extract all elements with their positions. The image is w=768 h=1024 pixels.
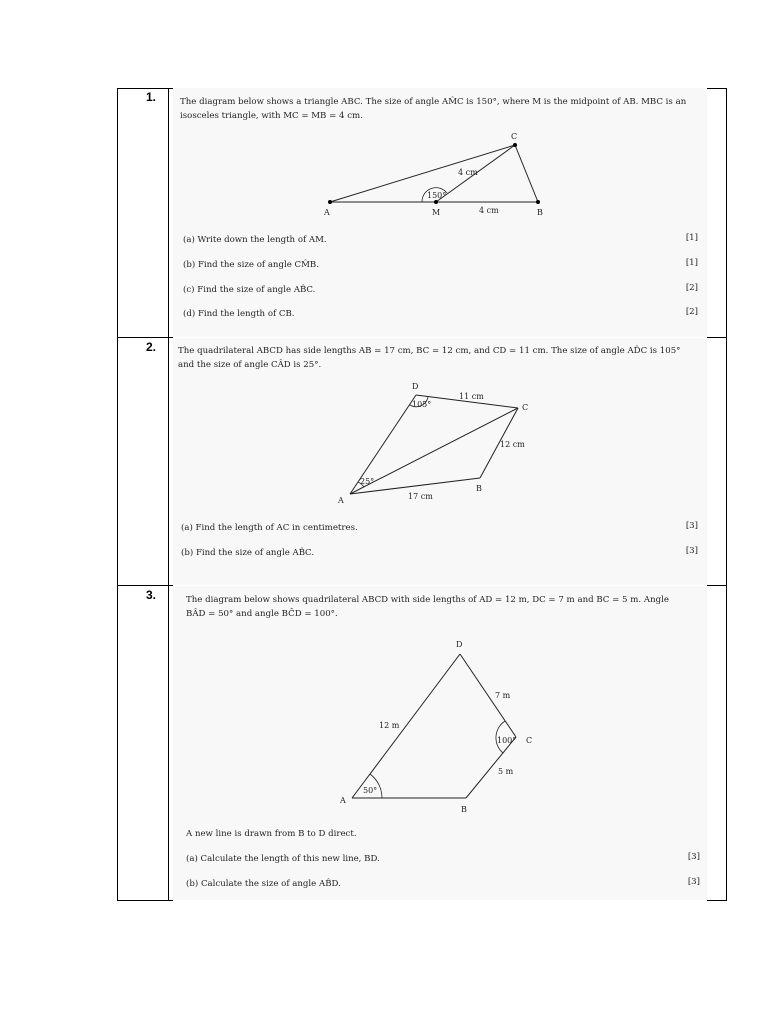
q3-label-b: B — [461, 805, 467, 814]
q2-label-angle-d: 105° — [412, 400, 432, 409]
question-3-part-a-marks: [3] — [687, 852, 700, 862]
q1-label-c: C — [511, 132, 518, 141]
question-3-quadrilateral-diagram — [330, 632, 560, 817]
row-divider-1-left — [117, 337, 173, 338]
q2-label-ab-length: 17 cm — [408, 492, 433, 501]
q1-point-c — [513, 143, 517, 147]
question-1-intro-line-2: isosceles triangle, with MC = MB = 4 cm. — [180, 111, 363, 121]
question-1-part-a: (a) Write down the length of AM. — [183, 235, 327, 245]
q3-segment-ad — [352, 654, 460, 798]
q1-point-m — [434, 200, 438, 204]
q2-label-dc-length: 11 cm — [459, 392, 484, 401]
q3-label-angle-c: 100° — [497, 736, 517, 745]
question-1-part-c-marks: [2] — [685, 283, 698, 293]
question-3-part-b: (b) Calculate the size of angle AB̂D. — [186, 879, 341, 889]
q3-label-angle-a: 50° — [363, 786, 378, 795]
question-3-number: 3. — [146, 588, 157, 602]
question-2-part-a-marks: [3] — [685, 521, 698, 531]
question-3-new-line-text: A new line is drawn from B to D direct. — [186, 829, 357, 839]
question-2-part-b-marks: [3] — [685, 546, 698, 556]
q1-label-a: A — [324, 208, 330, 217]
question-1-number: 1. — [146, 90, 157, 104]
row-divider-1-right — [707, 337, 727, 338]
question-3-intro-line-1: The diagram below shows quadrilateral ABCD with side lengths of AD = 12 m, DC = 7 m and BC = 5 m. Angle — [186, 595, 669, 605]
q3-label-dc-length: 7 m — [495, 691, 511, 700]
question-3-part-b-marks: [3] — [687, 877, 700, 887]
table-bottom-border-right — [707, 900, 727, 901]
question-2-part-a: (a) Find the length of AC in centimetres. — [181, 523, 358, 533]
question-1-part-d-marks: [2] — [685, 307, 698, 317]
question-1-part-a-marks: [1] — [685, 233, 698, 243]
table-top-border-left — [117, 88, 173, 89]
question-2-intro-line-1: The quadrilateral ABCD has side lengths AB = 17 cm, BC = 12 cm, and CD = 11 cm. The size of angle AD̂C is 105° — [178, 346, 681, 356]
q2-label-b: B — [476, 484, 482, 493]
q3-label-a: A — [340, 796, 346, 805]
q2-label-d: D — [412, 382, 419, 391]
q3-label-c: C — [526, 736, 533, 745]
question-2-part-b: (b) Find the size of angle AB̂C. — [181, 548, 315, 558]
question-1-part-b: (b) Find the size of angle CM̂B. — [183, 260, 319, 270]
q1-point-b — [536, 200, 540, 204]
q3-label-cb-length: 5 m — [498, 767, 514, 776]
row-divider-2-left — [117, 585, 173, 586]
question-3-intro-line-2: BÂD = 50° and angle BĈD = 100°. — [186, 609, 338, 619]
q2-label-angle-a: 25° — [360, 477, 375, 486]
q1-segment-cb — [515, 145, 538, 202]
q1-point-a — [328, 200, 332, 204]
table-number-column-divider — [168, 88, 169, 900]
question-3-part-a: (a) Calculate the length of this new line, BD. — [186, 854, 380, 864]
q2-label-c: C — [522, 403, 529, 412]
q1-label-mb-length: 4 cm — [479, 206, 499, 215]
table-right-border — [726, 88, 727, 900]
question-1-triangle-diagram — [300, 125, 580, 225]
q1-label-m: M — [432, 208, 441, 217]
q1-label-b: B — [537, 208, 543, 217]
question-1-part-d: (d) Find the length of CB. — [183, 309, 295, 319]
q2-label-a: A — [338, 496, 344, 505]
question-2-number: 2. — [146, 340, 157, 354]
q1-segment-ac — [330, 145, 515, 202]
q2-diagonal-ac — [350, 408, 518, 494]
row-divider-2-right — [707, 585, 727, 586]
question-1-intro-line-1: The diagram below shows a triangle ABC. The size of angle AM̂C is 150°, where M is the midpoint of AB. MBC is an — [180, 97, 687, 107]
question-2-quadrilateral-diagram — [330, 375, 550, 505]
table-bottom-border-left — [117, 900, 173, 901]
question-1-part-c: (c) Find the size of angle AB̂C. — [183, 285, 316, 295]
question-1-part-b-marks: [1] — [685, 258, 698, 268]
q1-label-angle-amc: 150° — [427, 191, 447, 200]
question-2-intro-line-2: and the size of angle CÂD is 25°. — [178, 360, 322, 370]
table-top-border-right — [707, 88, 727, 89]
q1-label-mc-length: 4 cm — [458, 168, 478, 177]
q3-label-ad-length: 12 m — [379, 721, 400, 730]
q2-label-bc-length: 12 cm — [500, 440, 525, 449]
q3-label-d: D — [456, 640, 463, 649]
table-left-border — [117, 88, 118, 900]
